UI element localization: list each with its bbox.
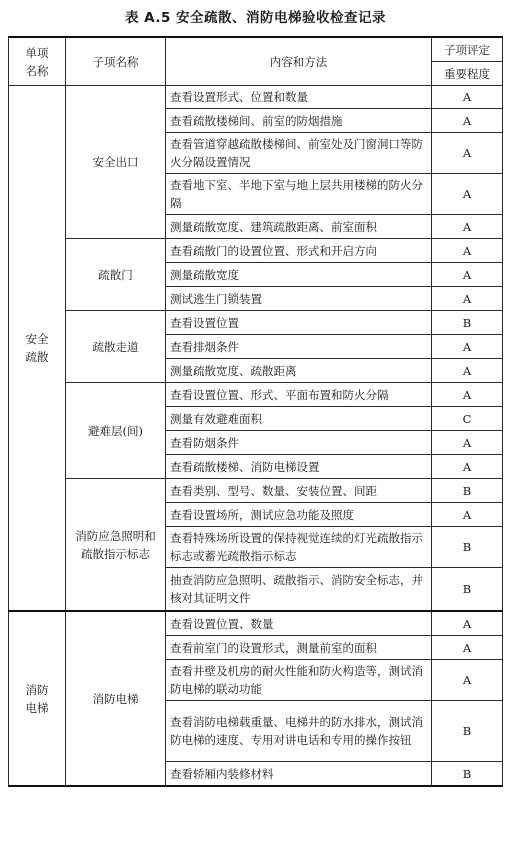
subitem-name-cell: 安全出口 [66, 86, 166, 239]
header-importance: 重要程度 [432, 62, 503, 86]
importance-level-cell: A [432, 263, 503, 287]
importance-level-cell: B [432, 479, 503, 503]
content-method-cell: 查看管道穿越疏散楼梯间、前室处及门窗洞口等防火分隔设置情况 [166, 133, 432, 174]
subitem-name-cell: 避难层(间) [66, 383, 166, 479]
importance-level-cell: A [432, 133, 503, 174]
importance-level-cell: A [432, 215, 503, 239]
table-row [9, 311, 503, 335]
content-method-cell: 查看设置形式、位置和数量 [166, 86, 432, 109]
importance-level-cell: A [432, 660, 503, 701]
content-method-cell: 查看地下室、半地下室与地上层共用楼梯的防火分隔 [166, 174, 432, 215]
importance-level-cell: A [432, 455, 503, 479]
content-method-cell: 查看防烟条件 [166, 431, 432, 455]
importance-level-cell: A [432, 109, 503, 133]
content-method-cell: 查看前室门的设置形式，测量前室的面积 [166, 636, 432, 660]
importance-level-cell: C [432, 407, 503, 431]
subitem-name-cell: 疏散门 [66, 239, 166, 311]
inspection-record-table [8, 36, 503, 787]
table-row [9, 239, 503, 263]
table-row [9, 479, 503, 503]
content-method-cell: 测试逃生门锁装置 [166, 287, 432, 311]
content-method-cell: 查看轿厢内装修材料 [166, 762, 432, 787]
header-subitem-name: 子项名称 [66, 37, 166, 86]
content-method-cell: 测量有效避难面积 [166, 407, 432, 431]
content-method-cell: 抽查消防应急照明、疏散指示、消防安全标志，并核对其证明文件 [166, 568, 432, 612]
table-body [9, 86, 503, 787]
importance-level-cell: A [432, 383, 503, 407]
item-name-cell: 安全 疏散 [9, 86, 66, 612]
content-method-cell: 查看排烟条件 [166, 335, 432, 359]
content-method-cell: 查看设置场所，测试应急功能及照度 [166, 503, 432, 527]
content-method-cell: 查看井壁及机房的耐火性能和防火构造等，测试消防电梯的联动功能 [166, 660, 432, 701]
item-name-cell: 消防 电梯 [9, 611, 66, 786]
content-method-cell: 测量疏散宽度、建筑疏散距离、前室面积 [166, 215, 432, 239]
content-method-cell: 查看疏散门的设置位置、形式和开启方向 [166, 239, 432, 263]
importance-level-cell: B [432, 762, 503, 787]
importance-level-cell: A [432, 359, 503, 383]
header-row [9, 37, 503, 62]
header-rating: 子项评定 [432, 37, 503, 62]
importance-level-cell: B [432, 527, 503, 568]
table-row [9, 86, 503, 109]
importance-level-cell: A [432, 636, 503, 660]
importance-level-cell: A [432, 335, 503, 359]
content-method-cell: 测量疏散宽度、疏散距离 [166, 359, 432, 383]
table-row [9, 383, 503, 407]
subitem-name-cell: 消防应急照明和疏散指示标志 [66, 479, 166, 612]
content-method-cell: 查看类别、型号、数量、安装位置、间距 [166, 479, 432, 503]
importance-level-cell: B [432, 311, 503, 335]
importance-level-cell: B [432, 568, 503, 612]
importance-level-cell: A [432, 86, 503, 109]
header-item-name: 单项 名称 [9, 37, 66, 86]
content-method-cell: 测量疏散宽度 [166, 263, 432, 287]
content-method-cell: 查看设置位置 [166, 311, 432, 335]
content-method-cell: 查看消防电梯载重量、电梯井的防水排水，测试消防电梯的速度、专用对讲电话和专用的操作按钮 [166, 701, 432, 762]
content-method-cell: 查看设置位置、数量 [166, 611, 432, 636]
content-method-cell: 查看疏散楼梯间、前室的防烟措施 [166, 109, 432, 133]
content-method-cell: 查看疏散楼梯、消防电梯设置 [166, 455, 432, 479]
subitem-name-cell: 消防电梯 [66, 611, 166, 786]
subitem-name-cell: 疏散走道 [66, 311, 166, 383]
content-method-cell: 查看设置位置、形式、平面布置和防火分隔 [166, 383, 432, 407]
content-method-cell: 查看特殊场所设置的保持视觉连续的灯光疏散指示标志或蓄光疏散指示标志 [166, 527, 432, 568]
importance-level-cell: A [432, 239, 503, 263]
importance-level-cell: A [432, 503, 503, 527]
importance-level-cell: B [432, 701, 503, 762]
importance-level-cell: A [432, 174, 503, 215]
importance-level-cell: A [432, 431, 503, 455]
importance-level-cell: A [432, 611, 503, 636]
importance-level-cell: A [432, 287, 503, 311]
header-content-method: 内容和方法 [166, 37, 432, 86]
table-title: 表 A.5 安全疏散、消防电梯验收检查记录 [124, 10, 387, 26]
table-row [9, 611, 503, 636]
